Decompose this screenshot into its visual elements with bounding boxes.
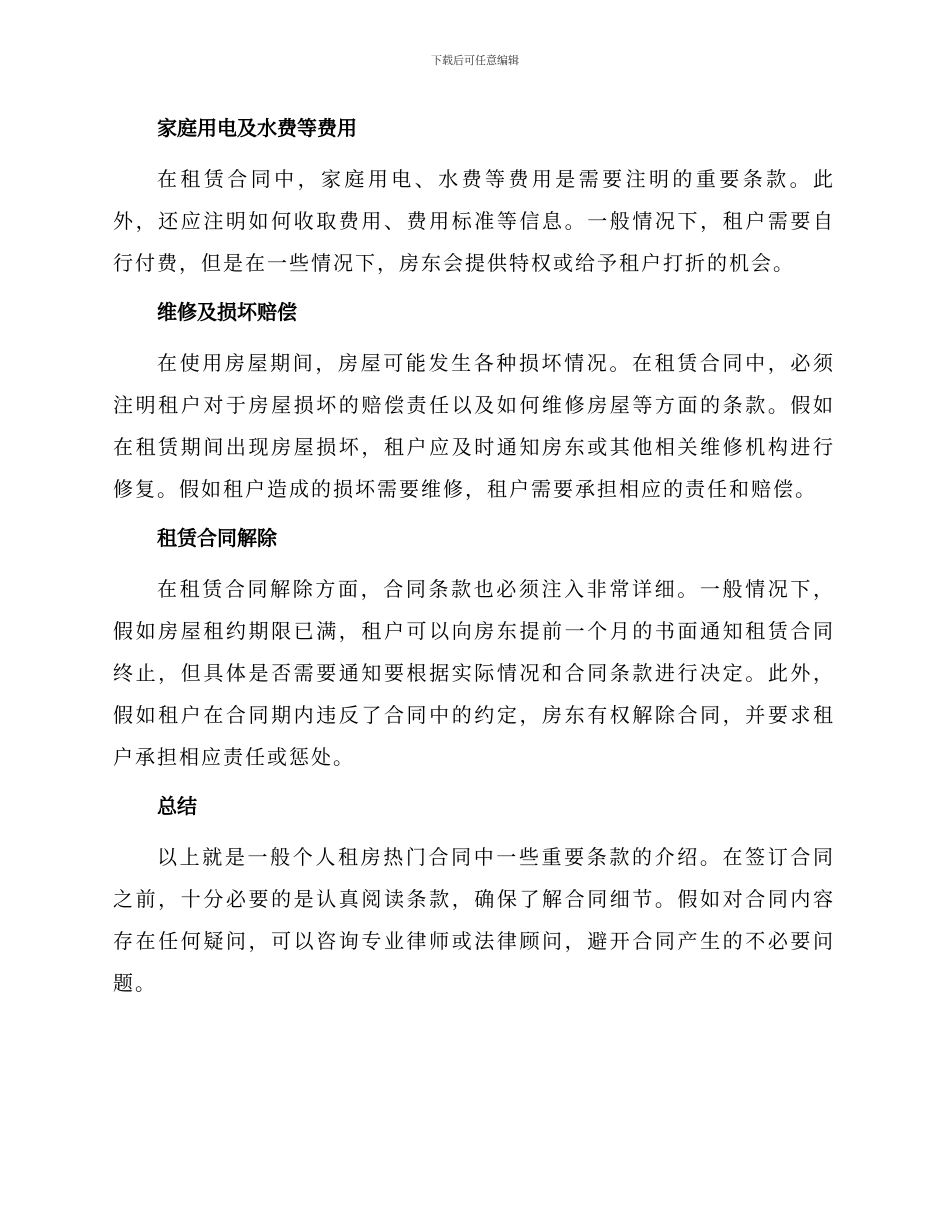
section-heading: 维修及损坏赔偿 — [157, 300, 297, 324]
section-heading: 家庭用电及水费等费用 — [157, 116, 357, 140]
section-heading: 总结 — [157, 794, 197, 818]
section-summary — [113, 788, 835, 1004]
section-paragraph: 在租赁合同中，家庭用电、水费等费用是需要注明的重要条款。此外，还应注明如何收取费用、费用标准等信息。一般情况下，租户需要自行付费，但是在一些情况下，房东会提供特权或给予租户打折的机会。 — [113, 167, 835, 275]
page-header-note: 下载后可任意编辑 — [431, 54, 519, 67]
section-termination — [113, 520, 835, 778]
document-body — [113, 110, 835, 1004]
section-paragraph: 在租赁合同解除方面，合同条款也必须注入非常详细。一般情况下，假如房屋租约期限已满，租户可以向房东提前一个月的书面通知租赁合同终止，但具体是否需要通知要根据实际情况和合同条款进行决定。此外，假如租户在合同期内违反了合同中的约定，房东有权解除合同，并要求租户承担相应责任或惩处。 — [113, 577, 835, 769]
section-heading: 租赁合同解除 — [157, 526, 277, 550]
section-paragraph: 以上就是一般个人租房热门合同中一些重要条款的介绍。在签订合同之前，十分必要的是认真阅读条款，确保了解合同细节。假如对合同内容存在任何疑问，可以咨询专业律师或法律顾问，避开合同产生的不必要问题。 — [113, 845, 835, 995]
section-paragraph: 在使用房屋期间，房屋可能发生各种损坏情况。在租赁合同中，必须注明租户对于房屋损坏的赔偿责任以及如何维修房屋等方面的条款。假如在租赁期间出现房屋损坏，租户应及时通知房东或其他相关维修机构进行修复。假如租户造成的损坏需要维修，租户需要承担相应的责任和赔偿。 — [113, 351, 835, 501]
section-repair-damage — [113, 294, 835, 510]
section-utilities — [113, 110, 835, 284]
